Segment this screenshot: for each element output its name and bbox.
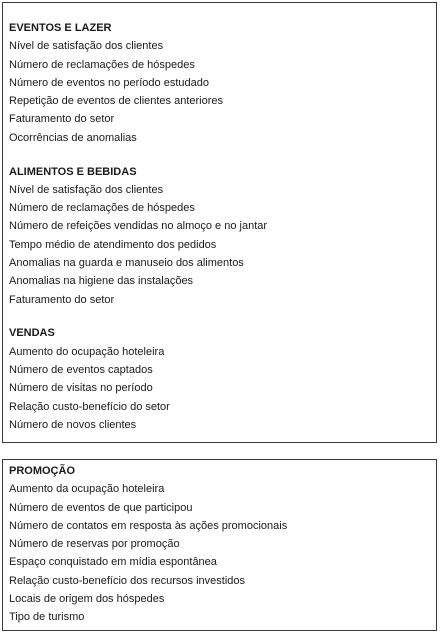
section-eventos-lazer bbox=[9, 19, 436, 147]
section-alimentos-bebidas bbox=[9, 163, 436, 309]
list-item: Espaço conquistado em mídia espontânea bbox=[9, 556, 217, 569]
list-item: Nível de satisfação dos clientes bbox=[9, 183, 164, 196]
list-item: Número de reclamações de hóspedes bbox=[9, 58, 195, 71]
list-item: Número de contatos em resposta às ações promocionais bbox=[9, 519, 288, 532]
list-item: Nível de satisfação dos clientes bbox=[9, 40, 164, 53]
list-item: Anomalias na higiene das instalações bbox=[9, 275, 194, 288]
section-heading: PROMOÇÃO bbox=[9, 465, 75, 477]
list-item: Relação custo-benefício do setor bbox=[9, 400, 170, 413]
list-item: Relação custo-benefício dos recursos investidos bbox=[9, 574, 246, 587]
list-item: Faturamento do setor bbox=[9, 113, 115, 126]
list-item: Locais de origem dos hóspedes bbox=[9, 593, 165, 606]
indicators-box-top bbox=[2, 2, 437, 443]
list-item: Ocorrências de anomalias bbox=[9, 131, 137, 144]
section-heading: VENDAS bbox=[9, 327, 55, 340]
indicator-list bbox=[9, 343, 436, 434]
list-item: Número de reclamações de hóspedes bbox=[9, 202, 195, 215]
indicators-box-bottom bbox=[2, 459, 437, 631]
list-item: Aumento do ocupação hoteleira bbox=[9, 345, 165, 358]
list-item: Tempo médio de atendimento dos pedidos bbox=[9, 238, 217, 251]
list-item: Número de refeições vendidas no almoço e no jantar bbox=[9, 220, 268, 233]
list-item: Aumento da ocupação hoteleira bbox=[9, 483, 165, 496]
list-item: Repetição de eventos de clientes anteriores bbox=[9, 95, 224, 108]
indicator-list bbox=[9, 37, 436, 147]
list-item: Anomalias na guarda e manuseio dos alimentos bbox=[9, 257, 244, 270]
list-item: Número de reservas por promoção bbox=[9, 538, 180, 551]
list-item: Número de eventos no período estudado bbox=[9, 76, 209, 89]
section-vendas bbox=[9, 324, 436, 434]
list-item: Número de novos clientes bbox=[9, 418, 137, 431]
section-heading: ALIMENTOS E BEBIDAS bbox=[9, 165, 137, 178]
list-item: Tipo de turismo bbox=[9, 611, 85, 624]
list-item: Faturamento do setor bbox=[9, 293, 115, 306]
list-item: Número de eventos de que participou bbox=[9, 501, 193, 514]
list-item: Número de visitas no período bbox=[9, 382, 153, 395]
section-promocao bbox=[9, 462, 436, 627]
section-heading: EVENTOS E LAZER bbox=[9, 22, 112, 34]
list-item: Número de eventos captados bbox=[9, 364, 153, 377]
indicator-list bbox=[9, 181, 436, 309]
indicator-list bbox=[9, 480, 436, 626]
